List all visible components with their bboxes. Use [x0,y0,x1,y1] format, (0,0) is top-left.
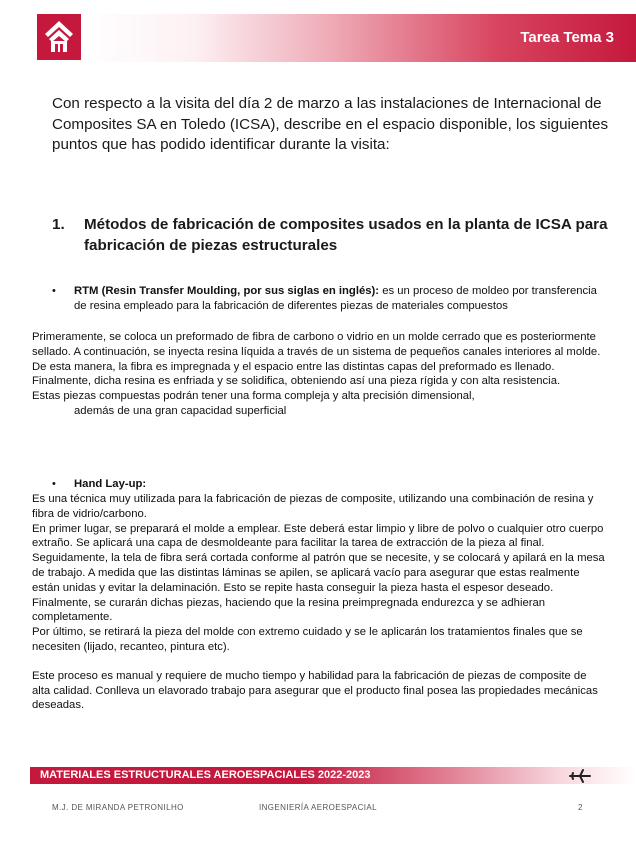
rtm-bullet-intro: es un proceso de moldeo por transferencia de resina empleado para la fabricación de diferentes piezas de materiales compuestos [74,285,597,312]
course-title: MATERIALES ESTRUCTURALES AEROESPACIALES 2022-2023 [40,769,371,781]
hand-layup-paragraph: Finalmente, se curarán dichas piezas, haciendo que la resina preimpregnada endurezca y se adhieran completamente. [32,596,546,624]
hand-layup-paragraph: Seguidamente, la tela de fibra será cortada conforme al patrón que se necesite, y se colocará y apilará en la mesa de trabajo. A medida que las distintas láminas se apilen, se aplicará vacío para asegurar que estas realmente están unidas y evitar la delaminación. Esto se repite hasta conseguir la pieza hasta el espesor deseado. [32,552,605,594]
rtm-paragraph: además de una gran capacidad superficial [74,404,287,417]
hand-layup-bullet-title: Hand Lay-up: [74,478,147,490]
section-number: 1. [52,216,65,233]
bullet-symbol: • [52,285,56,297]
hand-layup-bullet-item [52,477,612,492]
page-number: 2 [578,803,583,812]
assignment-question: Con respecto a la visita del día 2 de marzo a las instalaciones de Internacional de Composites SA en Toledo (ICSA), describe en el espacio disponible, los siguientes puntos que has podido identificar durante la visita: [52,95,609,153]
rtm-paragraph: Primeramente, se coloca un preformado de fibra de carbono o vidrio en un molde cerrado que es posteriormente sellado. A continuación, se inyecta resina líquida a través de un sistema de pequeños canales interiores al molde. De esta manera, la fibra es impregnada y el espacio entre las distintas capas del preformado es llenado. Finalmente, dicha resina es enfriada y se solidifica, obteniendo así una pieza rígida y con alta resistencia. [32,331,601,388]
section-title: Métodos de fabricación de composites usados en la planta de ICSA para fabricación de piezas estructurales [84,216,608,254]
section-heading [52,215,622,256]
hand-layup-paragraph: En primer lugar, se preparará el molde a emplear. Este deberá estar limpio y libre de polvo o cualquier otro cuerpo extraño. Se aplicará una capa de desmoldeante para facilitar la tarea de extracción de la pieza al final. [32,522,604,550]
rtm-bullet-item [52,284,612,314]
page-header-title: Tarea Tema 3 [520,29,614,46]
hand-layup-paragraph: Es una técnica muy utilizada para la fabricación de piezas de composite, utilizando una combinación de resina y fibra de vidrio/carbono. [32,493,594,520]
footer-degree: INGENIERÍA AEROESPACIAL [259,803,377,812]
rtm-paragraph: Estas piezas compuestas podrán tener una forma compleja y alta precisión dimensional, [32,390,475,403]
rtm-bullet-title: RTM (Resin Transfer Moulding, por sus siglas en inglés): [74,285,380,297]
footer-author: M.J. DE MIRANDA PETRONILHO [52,803,184,812]
hand-layup-paragraph: Por último, se retirará la pieza del molde con extremo cuidado y se le aplicarán los tratamientos finales que se necesiten (lijado, recanteo, pintura etc). [32,626,583,653]
footer-band [30,767,636,784]
rtm-bullet-text [74,284,612,314]
hand-layup-paragraph: Este proceso es manual y requiere de mucho tiempo y habilidad para la fabricación de piezas de composite de alta calidad. Conlleva un elavorado trabajo para asegurar que el producto final posea las propiedades mecánicas deseadas. [32,669,598,712]
airplane-icon [568,766,592,791]
hand-layup-body [32,492,607,713]
header-band [84,14,636,62]
rtm-body [32,330,607,419]
bullet-symbol: • [52,478,56,490]
university-crest-icon [37,14,81,60]
